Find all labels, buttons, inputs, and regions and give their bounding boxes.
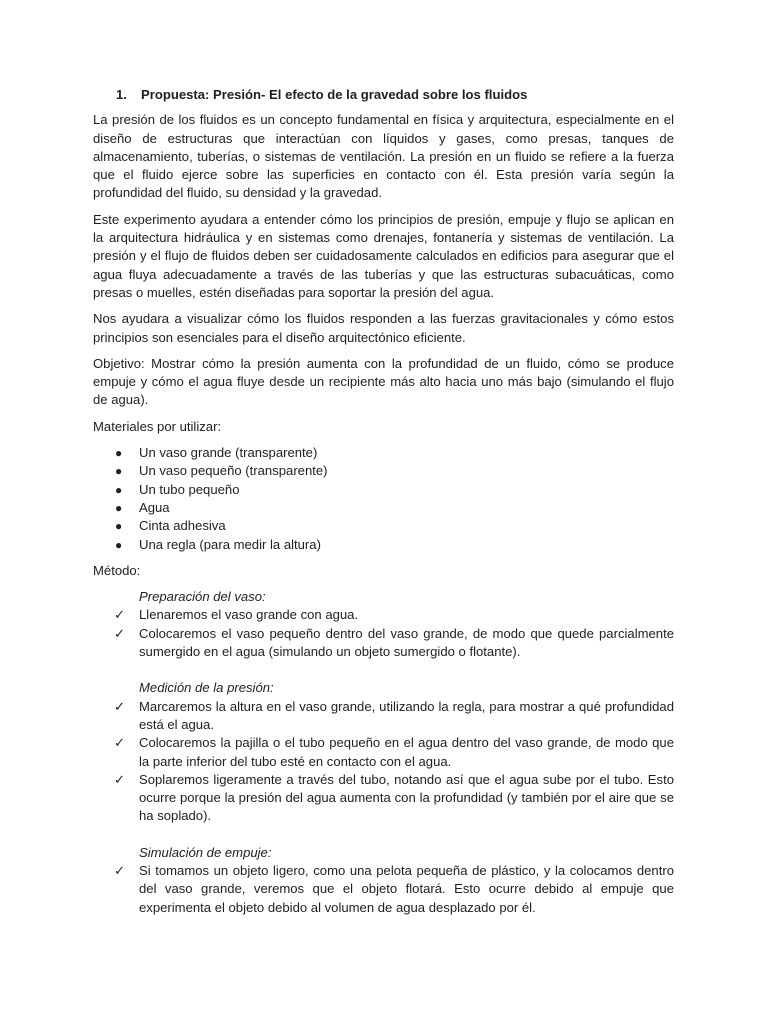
checkmark-icon: ✓ bbox=[114, 698, 125, 714]
list-item: ● Una regla (para medir la altura) bbox=[93, 536, 674, 554]
checkmark-icon: ✓ bbox=[114, 607, 125, 623]
steps-list bbox=[93, 698, 674, 826]
list-item: ✓ Soplaremos ligeramente a través del tubo, notando así que el agua sube por el tubo. Esto ocurre porque la presión del agua aumenta con la profundidad (y también por el aire que se ha soplado). bbox=[93, 771, 674, 826]
subsection-title: Preparación del vaso: bbox=[139, 589, 266, 605]
method-label: Método: bbox=[93, 562, 141, 578]
method-section-preparation bbox=[93, 588, 674, 661]
list-item: ● Un vaso grande (transparente) bbox=[93, 444, 674, 462]
visualize-paragraph: Nos ayudara a visualizar cómo los fluidos responden a las fuerzas gravitacionales y cómo estos principios son esenciales para el diseño arquitectónico eficiente. bbox=[93, 311, 674, 345]
bullet-icon: ● bbox=[115, 446, 123, 461]
method-section-measurement bbox=[93, 679, 674, 825]
checkmark-icon: ✓ bbox=[114, 771, 125, 787]
list-item: ● Cinta adhesiva bbox=[93, 517, 674, 535]
checkmark-icon: ✓ bbox=[114, 625, 125, 641]
heading-text: Propuesta: Presión- El efecto de la gravedad sobre los fluidos bbox=[141, 87, 528, 102]
intro-paragraph: La presión de los fluidos es un concepto fundamental en física y arquitectura, especialmente en el diseño de estructuras que interactúan con líquidos y gases, como presas, tanques de almacenamiento, tuberías, o sistemas de ventilación. La presión en un fluido se refiere a la fuerza que el fluido ejerce sobre las superficies en contacto con él. Esta presión varía según la profundidad del fluido, su densidad y la gravedad. bbox=[93, 112, 674, 201]
checkmark-icon: ✓ bbox=[114, 862, 125, 878]
list-item: ● Agua bbox=[93, 499, 674, 517]
list-item: ✓ Colocaremos el vaso pequeño dentro del vaso grande, de modo que quede parcialmente sumergido en el agua (simulando un objeto sumergido o flotante). bbox=[93, 625, 674, 662]
bullet-icon: ● bbox=[115, 537, 123, 552]
materials-label: Materiales por utilizar: bbox=[93, 418, 222, 434]
list-item: ● Un tubo pequeño bbox=[93, 481, 674, 499]
checkmark-icon: ✓ bbox=[114, 735, 125, 751]
list-item: ✓ Marcaremos la altura en el vaso grande, utilizando la regla, para mostrar a qué profundidad está el agua. bbox=[93, 698, 674, 735]
section-heading bbox=[93, 86, 674, 104]
bullet-icon: ● bbox=[115, 519, 123, 534]
bullet-icon: ● bbox=[115, 482, 123, 497]
list-item: ✓ Llenaremos el vaso grande con agua. bbox=[93, 606, 674, 624]
subsection-title: Simulación de empuje: bbox=[139, 844, 272, 860]
materials-list bbox=[93, 444, 674, 554]
spacer bbox=[93, 826, 674, 844]
bullet-icon: ● bbox=[115, 464, 123, 479]
bullet-icon: ● bbox=[115, 500, 123, 515]
list-item: ✓ Colocaremos la pajilla o el tubo pequeño en el agua dentro del vaso grande, de modo que la parte inferior del tubo esté en contacto con el agua. bbox=[93, 734, 674, 771]
spacer bbox=[93, 661, 674, 679]
subsection-title: Medición de la presión: bbox=[139, 680, 274, 696]
steps-list bbox=[93, 606, 674, 661]
method-section-buoyancy bbox=[93, 844, 674, 917]
list-item: ● Un vaso pequeño (transparente) bbox=[93, 462, 674, 480]
objective-paragraph: Objetivo: Mostrar cómo la presión aumenta con la profundidad de un fluido, cómo se produce empuje y cómo el agua fluye desde un recipiente más alto hacia uno más bajo (simulando el flujo de agua). bbox=[93, 355, 674, 408]
list-item: ✓ Si tomamos un objeto ligero, como una pelota pequeña de plástico, y la colocamos dentro del vaso grande, veremos que el objeto flotará. Esto ocurre debido al empuje que experimenta el objeto debido al volumen de agua desplazado por él. bbox=[93, 862, 674, 917]
experiment-paragraph: Este experimento ayudara a entender cómo los principios de presión, empuje y flujo se aplican en la arquitectura hidráulica y en sistemas como drenajes, fontanería y sistemas de ventilación. La presión y el flujo de fluidos deben ser cuidadosamente calculados en edificios para asegurar que el agua fluya adecuadamente a través de las tuberías y que las estructuras subacuáticas, como presas o muelles, estén diseñadas para soportar la presión del agua. bbox=[93, 211, 674, 300]
steps-list bbox=[93, 862, 674, 917]
heading-number: 1. bbox=[116, 87, 127, 102]
